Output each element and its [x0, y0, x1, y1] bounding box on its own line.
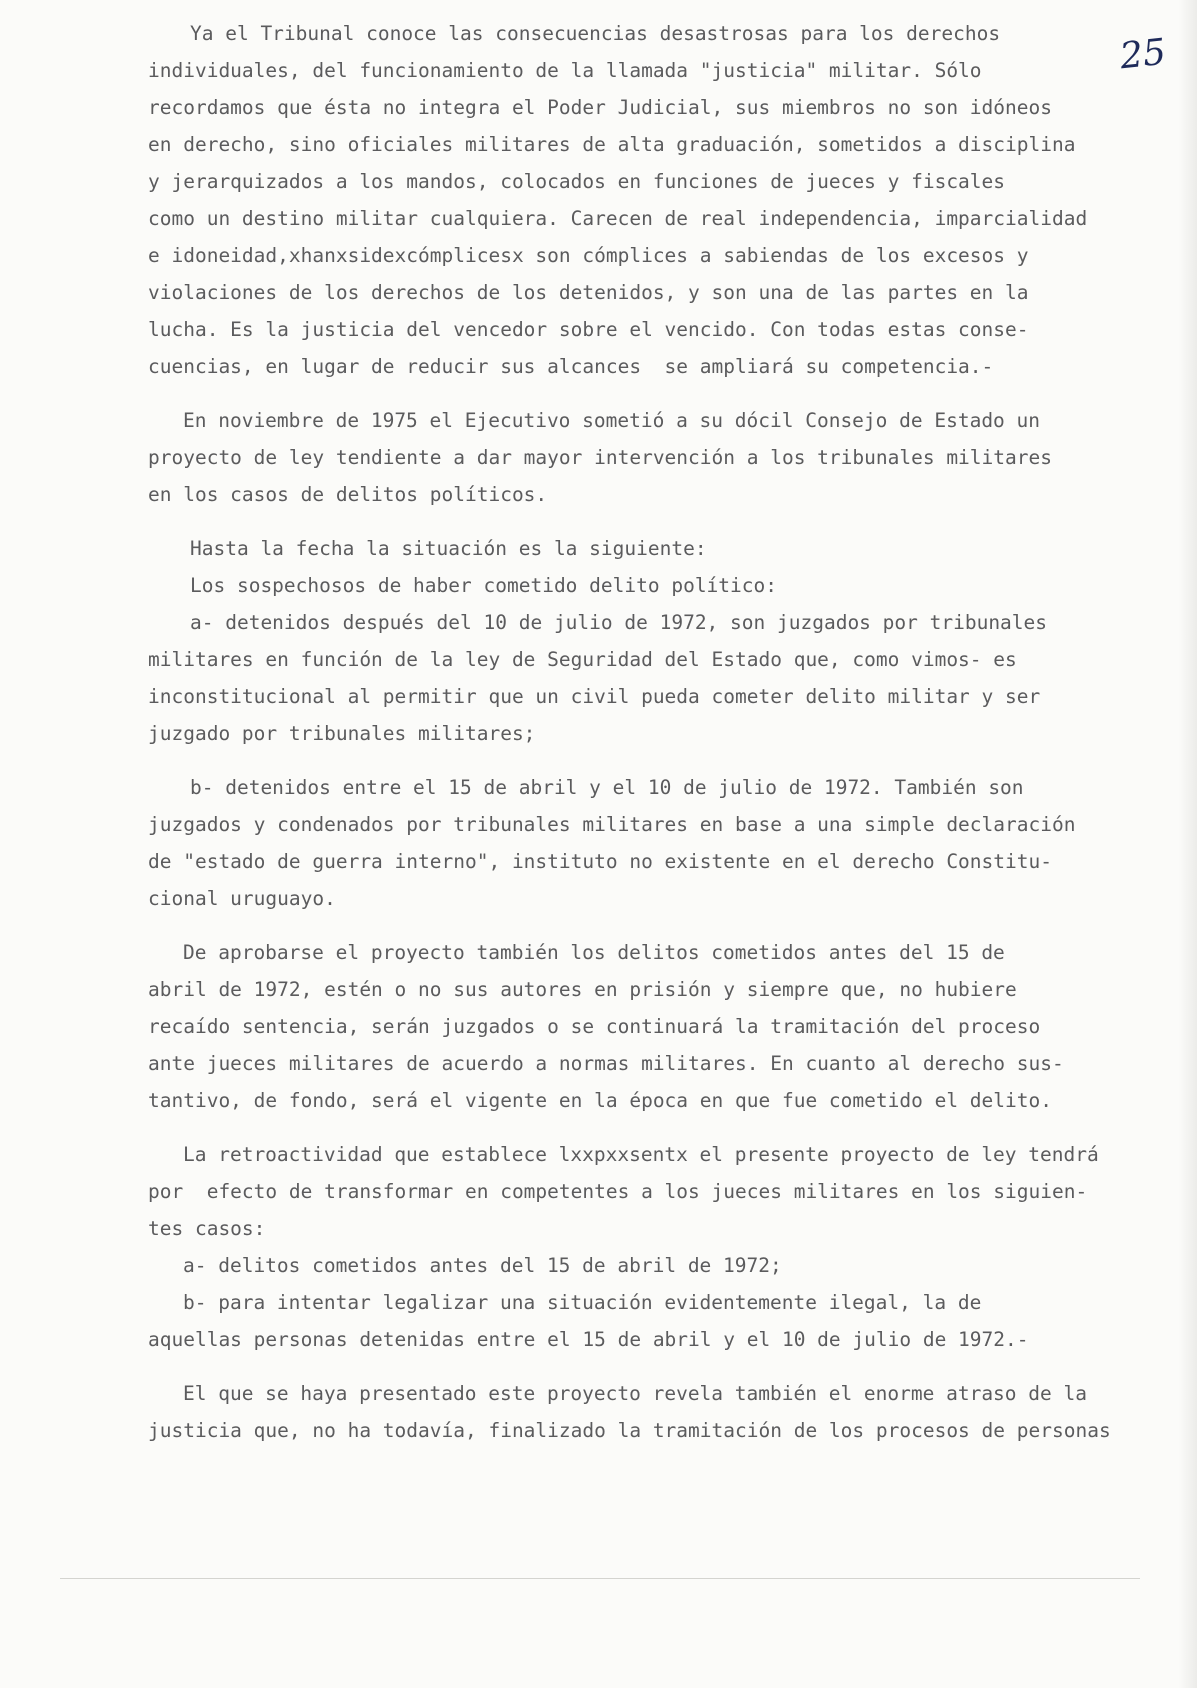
text-line: abril de 1972, estén o no sus autores en prisión y siempre que, no hubiere	[148, 978, 1017, 1001]
text-line: militares en función de la ley de Seguridad del Estado que, como vimos- es	[148, 648, 1017, 671]
text-line: individuales, del funcionamiento de la llamada "justicia" militar. Sólo	[148, 59, 982, 82]
text-line: tantivo, de fondo, será el vigente en la época en que fue cometido el delito.	[148, 1089, 1052, 1112]
text-line: y jerarquizados a los mandos, colocados en funciones de jueces y fiscales	[148, 170, 1006, 193]
text-line: El que se haya presentado este proyecto revela también el enorme atraso de la	[183, 1382, 1087, 1405]
text-line: juzgado por tribunales militares;	[148, 722, 536, 745]
text-line: Ya el Tribunal conoce las consecuencias desastrosas para los derechos	[190, 22, 1001, 45]
text-line: Hasta la fecha la situación es la siguiente:	[190, 537, 707, 560]
text-line: en derecho, sino oficiales militares de alta graduación, sometidos a disciplina	[148, 133, 1076, 156]
text-line: e idoneidad,xhanxsidexcómplicesx son cómplices a sabiendas de los excesos y	[148, 244, 1029, 267]
text-line: En noviembre de 1975 el Ejecutivo sometió a su dócil Consejo de Estado un	[183, 409, 1041, 432]
text-line: recordamos que ésta no integra el Poder Judicial, sus miembros no son idóneos	[148, 96, 1052, 119]
text-line: juzgados y condenados por tribunales militares en base a una simple declaración	[148, 813, 1076, 836]
text-line: b- detenidos entre el 15 de abril y el 10 de julio de 1972. También son	[190, 776, 1024, 799]
text-line: inconstitucional al permitir que un civil pueda cometer delito militar y ser	[148, 685, 1041, 708]
text-line: recaído sentencia, serán juzgados o se continuará la tramitación del proceso	[148, 1015, 1041, 1038]
text-line: de "estado de guerra interno", instituto no existente en el derecho Constitu-	[148, 850, 1052, 873]
text-line: La retroactividad que establece lxxpxxsentx el presente proyecto de ley tendrá	[183, 1143, 1099, 1166]
text-line: b- para intentar legalizar una situación evidentemente ilegal, la de	[183, 1291, 982, 1314]
text-line: por efecto de transformar en competentes a los jueces militares en los siguien-	[148, 1180, 1088, 1203]
text-line: cuencias, en lugar de reducir sus alcances se ampliará su competencia.-	[148, 355, 994, 378]
text-line: cional uruguayo.	[148, 887, 336, 910]
handwritten-page-number: 25	[1117, 31, 1168, 78]
text-line: a- detenidos después del 10 de julio de 1972, son juzgados por tribunales	[190, 611, 1048, 634]
text-line: como un destino militar cualquiera. Carecen de real independencia, imparcialidad	[148, 207, 1088, 230]
text-line: a- delitos cometidos antes del 15 de abril de 1972;	[183, 1254, 782, 1277]
text-line: justicia que, no ha todavía, finalizado la tramitación de los procesos de personas	[148, 1419, 1111, 1442]
text-line: en los casos de delitos políticos.	[148, 483, 548, 506]
text-line: Los sospechosos de haber cometido delito político:	[190, 574, 777, 597]
text-line: aquellas personas detenidas entre el 15 de abril y el 10 de julio de 1972.-	[148, 1328, 1029, 1351]
text-line: tes casos:	[148, 1217, 266, 1240]
text-line: ante jueces militares de acuerdo a normas militares. En cuanto al derecho sus-	[148, 1052, 1064, 1075]
text-line: violaciones de los derechos de los detenidos, y son una de las partes en la	[148, 281, 1029, 304]
text-line: proyecto de ley tendiente a dar mayor intervención a los tribunales militares	[148, 446, 1052, 469]
text-line: lucha. Es la justicia del vencedor sobre el vencido. Con todas estas conse-	[148, 318, 1029, 341]
text-line: De aprobarse el proyecto también los delitos cometidos antes del 15 de	[183, 941, 1005, 964]
